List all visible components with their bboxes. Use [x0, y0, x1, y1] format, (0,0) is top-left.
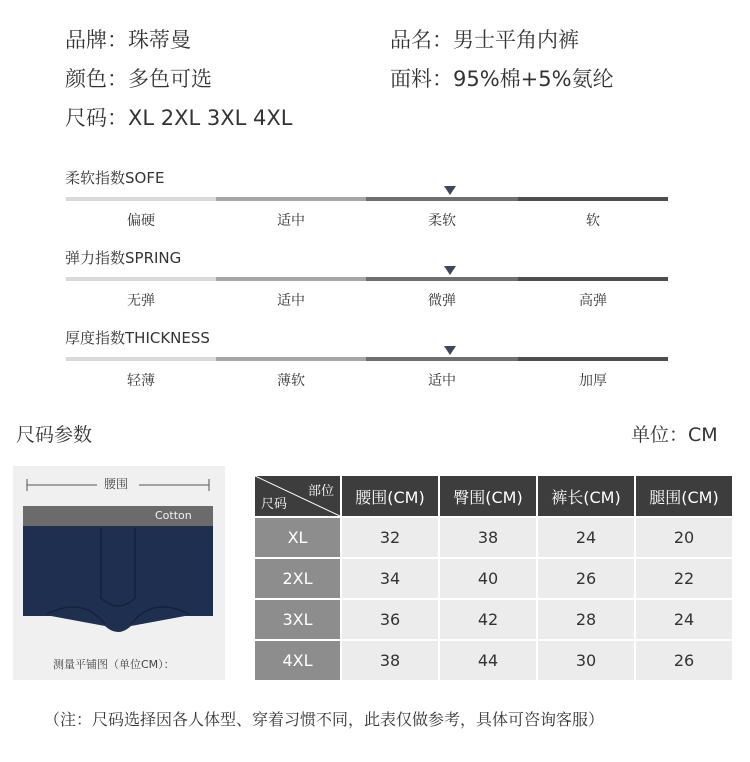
index-level-label: 微弹	[428, 293, 456, 309]
index-bar-segment	[216, 277, 366, 281]
table-row	[255, 600, 732, 639]
index-level-label: 柔软	[428, 213, 456, 229]
row-size-label: 3XL	[255, 600, 340, 639]
table-cell: 32	[342, 518, 438, 557]
footnote: （注：尺码选择因各人体型、穿着习惯不同，此表仅做参考，具体可咨询客服）	[44, 710, 605, 729]
diagram-caption: 测量平铺图（单位CM）：	[53, 658, 175, 671]
index-bar-segment	[216, 357, 366, 361]
table-cell: 20	[636, 518, 732, 557]
index-bar-segment	[66, 197, 216, 201]
index-bar-segment	[518, 197, 668, 201]
brand-text: 品牌：珠蒂曼	[65, 28, 191, 52]
table-cell: 38	[440, 518, 536, 557]
index-level-label: 无弹	[127, 293, 155, 309]
size-section-title: 尺码参数	[16, 424, 93, 446]
index-level-label: 轻薄	[127, 373, 155, 389]
row-size-label: 4XL	[255, 641, 340, 680]
table-cell: 40	[440, 559, 536, 598]
index-marker-icon	[444, 186, 456, 195]
index-marker-icon	[444, 266, 456, 275]
fabric-text: 面料：95%棉+5%氨纶	[390, 67, 614, 91]
table-cell: 26	[636, 641, 732, 680]
table-row	[255, 518, 732, 557]
waist-label: 腰围	[104, 477, 129, 491]
corner-top-label: 部位	[307, 484, 334, 499]
index-level-label: 加厚	[579, 373, 607, 389]
table-cell: 42	[440, 600, 536, 639]
measurement-diagram	[13, 466, 225, 680]
table-cell: 44	[440, 641, 536, 680]
product-name-text: 品名：男士平角内裤	[390, 28, 579, 52]
index-title: 弹力指数SPRING	[65, 249, 182, 267]
boxer-illustration	[13, 466, 225, 680]
table-cell: 22	[636, 559, 732, 598]
row-size-label: XL	[255, 518, 340, 557]
corner-bottom-label: 尺码	[261, 497, 288, 512]
index-title: 柔软指数SOFE	[65, 169, 165, 187]
table-row	[255, 641, 732, 680]
brand-tag: Cotton	[155, 509, 192, 522]
index-level-label: 薄软	[277, 373, 305, 389]
index-bar-segment	[518, 277, 668, 281]
index-level-label: 软	[586, 213, 600, 229]
index-level-label: 高弹	[579, 293, 607, 309]
column-header-waist: 腰围(CM)	[342, 476, 438, 516]
unit-label: 单位：CM	[631, 424, 718, 446]
table-cell: 26	[538, 559, 634, 598]
column-header-hip: 臀围(CM)	[440, 476, 536, 516]
table-cell: 38	[342, 641, 438, 680]
table-row	[255, 559, 732, 598]
table-cell: 34	[342, 559, 438, 598]
index-level-label: 适中	[428, 373, 456, 389]
index-title: 厚度指数THICKNESS	[65, 329, 210, 347]
index-level-label: 偏硬	[127, 213, 155, 229]
index-bar-segment	[366, 357, 518, 361]
sizes-text: 尺码：XL 2XL 3XL 4XL	[65, 106, 293, 130]
index-bar-segment	[66, 357, 216, 361]
index-level-label: 适中	[277, 213, 305, 229]
index-bar-segment	[366, 277, 518, 281]
table-cell: 30	[538, 641, 634, 680]
column-header-length: 裤长(CM)	[538, 476, 634, 516]
table-cell: 24	[636, 600, 732, 639]
index-marker-icon	[444, 346, 456, 355]
column-header-thigh: 腿围(CM)	[636, 476, 732, 516]
table-cell: 36	[342, 600, 438, 639]
row-size-label: 2XL	[255, 559, 340, 598]
table-cell: 24	[538, 518, 634, 557]
index-level-label: 适中	[277, 293, 305, 309]
index-bar-segment	[518, 357, 668, 361]
table-corner-cell	[255, 476, 340, 516]
size-table	[253, 474, 734, 682]
table-cell: 28	[538, 600, 634, 639]
color-text: 颜色：多色可选	[65, 67, 212, 91]
index-bar-segment	[216, 197, 366, 201]
size-table-header-row	[255, 476, 732, 516]
index-bar-segment	[366, 197, 518, 201]
index-bar-segment	[66, 277, 216, 281]
